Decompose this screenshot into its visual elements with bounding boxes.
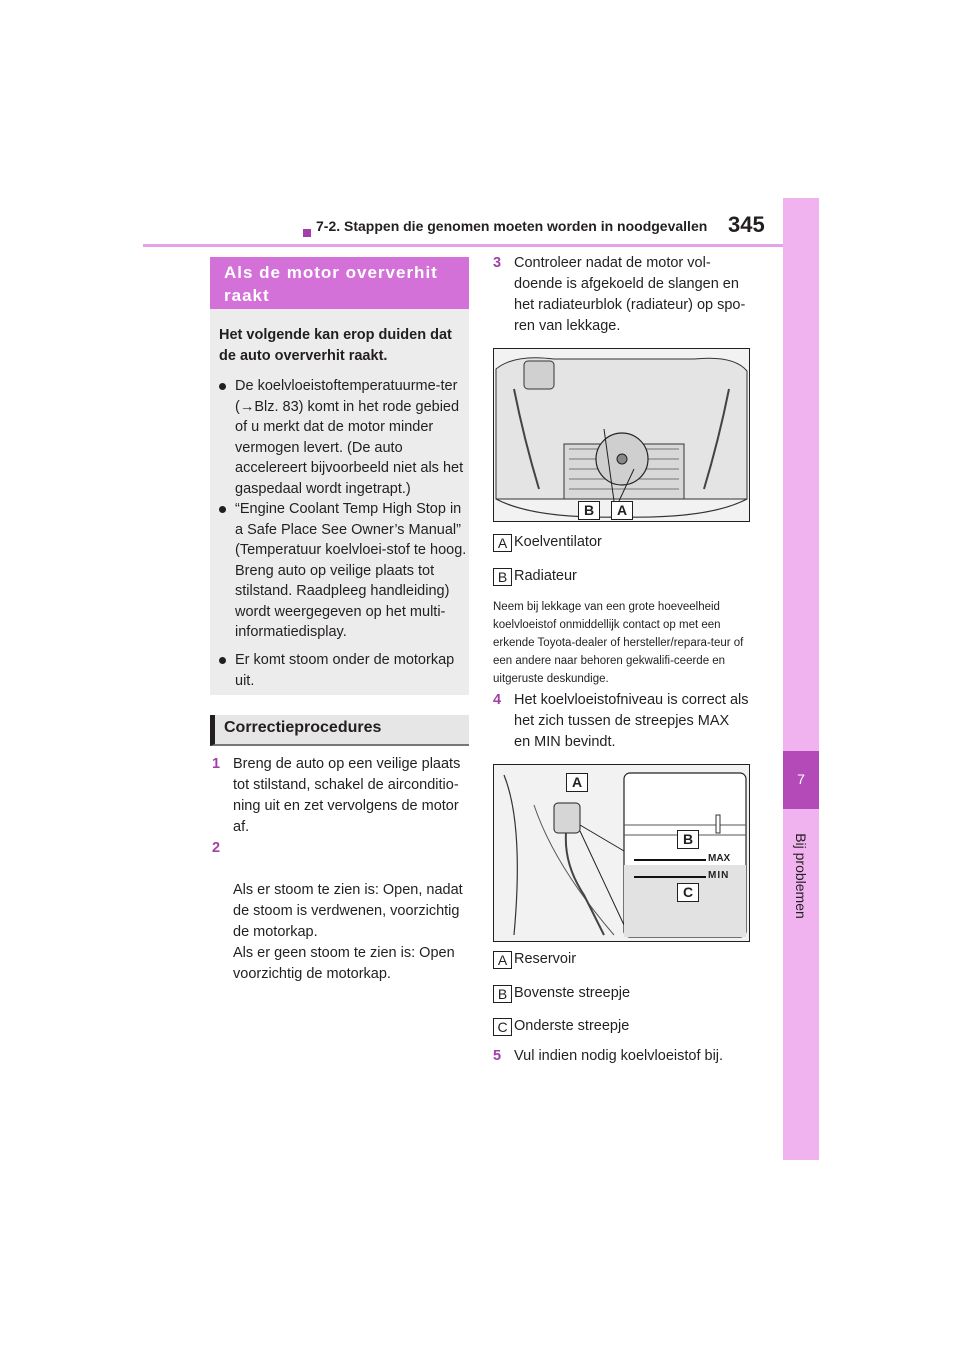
overheat-intro: Het volgende kan erop duiden dat de auto oververhit raakt.	[219, 327, 452, 364]
step-number: 2	[212, 840, 221, 856]
callout-label: Onderste streepje	[514, 1018, 630, 1034]
callout-label: Reservoir	[514, 951, 577, 967]
step-3	[493, 253, 749, 337]
callout-tag: A	[493, 951, 512, 969]
step-4	[493, 690, 749, 753]
chapter-title	[778, 833, 824, 919]
step-text: Vul indien nodig koelvloeistof bij.	[514, 1048, 724, 1064]
overheat-heading: Als de motor oververhit raakt	[210, 257, 469, 309]
figure-tag-a: A	[566, 773, 588, 792]
max-mark-label: MAX	[708, 853, 731, 864]
chapter-title-text: Bij problemen	[793, 833, 809, 919]
callout-tag: C	[493, 1018, 512, 1036]
header-marker	[303, 229, 311, 237]
chapter-sidebar	[783, 198, 819, 1160]
bullet-text: Er komt stoom onder de motorkap uit.	[235, 652, 455, 689]
step-number: 5	[493, 1048, 502, 1064]
header-rule	[143, 244, 783, 247]
bullet-icon	[219, 506, 226, 513]
step-text: Breng de auto op een veilige plaats tot stilstand, schakel de airconditio-ning uit en zet vervolgens de motor af.	[233, 756, 461, 835]
bullet-text: “Engine Coolant Temp High Stop in a Safe Place See Owner’s Manual” (Temperatuur koelvloei-stof te hoog. Breng auto op veilige plaats tot stilstand. Raadpleeg handleiding) wordt weergegeven op het multi-informatiedisplay.	[235, 501, 467, 640]
step-text: Controleer nadat de motor vol-doende is afgekoeld de slangen en het radiateurblok (radiateur) op spo-ren van lekkage.	[514, 255, 746, 334]
chapter-number: 7	[797, 771, 805, 787]
bullet-text: De koelvloeistoftemperatuurme-ter (→Blz. 83) komt in het rode gebied of u merkt dat de motor minder vermogen levert. (De auto accelereert bijvoorbeeld niet als het gaspedaal wordt ingetrapt.)	[235, 378, 464, 497]
step-number: 4	[493, 692, 502, 708]
list-item	[219, 499, 467, 643]
callout-label: Bovenste streepje	[514, 985, 631, 1001]
bullet-icon	[219, 657, 226, 664]
step-number: 1	[212, 756, 221, 772]
step-1	[212, 754, 467, 838]
list-item	[219, 376, 467, 499]
callout-label: Radiateur	[514, 568, 577, 584]
step-text: Als er stoom te zien is: Open, nadat de stoom is verdwenen, voorzichtig de motorkap. Als er geen stoom te zien is: Open voorzichtig de motorkap.	[233, 882, 463, 982]
callout-label: Koelventilator	[514, 534, 602, 550]
figure-tag-a: A	[611, 501, 633, 520]
leak-note: Neem bij lekkage van een grote hoeveelheid koelvloeistof onmiddellijk contact op met een erkende Toyota-dealer of hersteller/repara-teur of een andere naar behoren gekwalifi-ceerde en uitgeruste deskundige.	[493, 601, 744, 685]
page-number: 345	[728, 212, 765, 237]
step-2	[212, 838, 467, 1006]
list-item	[219, 650, 467, 691]
figure-tag-c: C	[677, 883, 699, 902]
reservoir-figure	[493, 764, 750, 942]
min-mark-label: MIN	[708, 870, 730, 881]
engine-bay-illustration	[494, 349, 749, 521]
figure-tag-b: B	[578, 501, 600, 520]
procedures-heading: Correctieprocedures	[210, 715, 469, 746]
callout-tag: B	[493, 985, 512, 1003]
step-number: 3	[493, 255, 502, 271]
figure-tag-b: B	[677, 830, 699, 849]
engine-bay-figure	[493, 348, 750, 522]
bullet-icon	[219, 383, 226, 390]
step-text: Het koelvloeistofniveau is correct als het zich tussen de streepjes MAX en MIN bevindt.	[514, 692, 749, 750]
callout-tag: A	[493, 534, 512, 552]
step-5	[493, 1046, 749, 1067]
callout-tag: B	[493, 568, 512, 586]
section-header-title: 7-2. Stappen die genomen moeten worden in noodgevallen	[316, 218, 708, 234]
